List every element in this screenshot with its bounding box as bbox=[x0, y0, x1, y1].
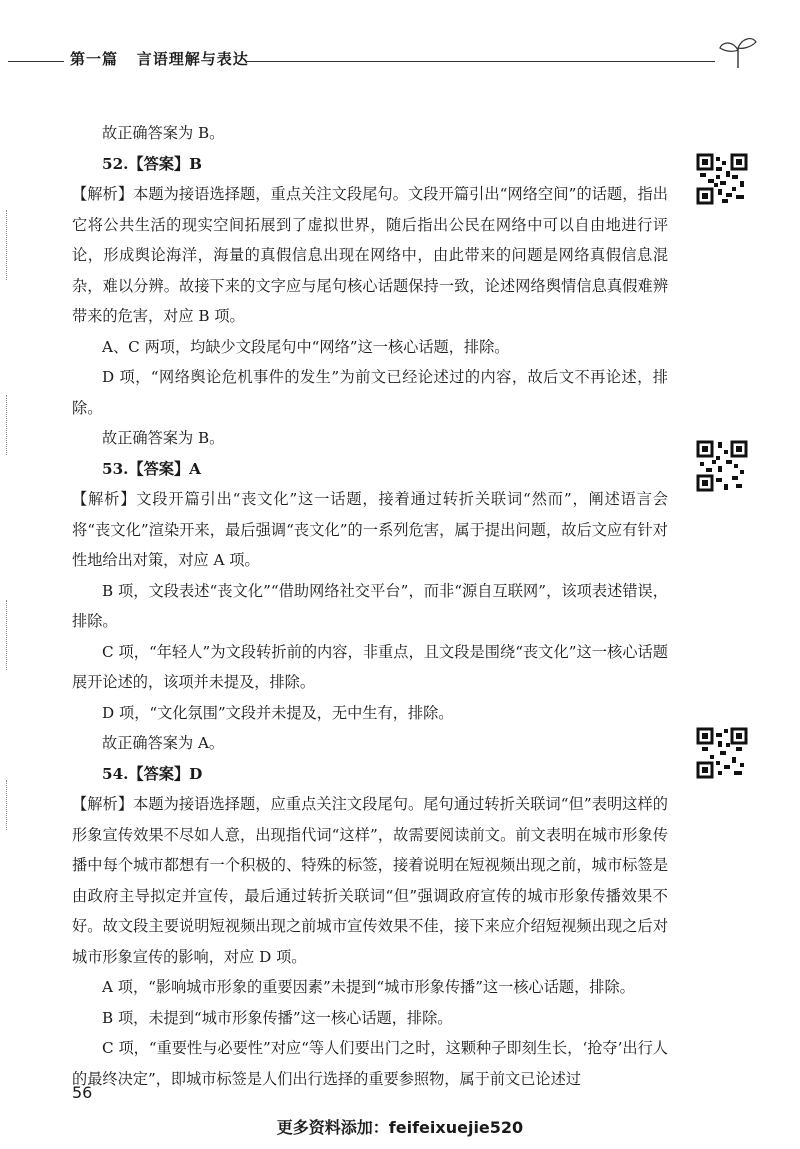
option-note: D 项，“文化氛围”文段并未提及，无中生有，排除。 bbox=[102, 703, 454, 722]
header-section: 第一篇 bbox=[70, 50, 119, 68]
header-rule-right bbox=[245, 61, 715, 62]
conclusion-line: 故正确答案为 B。 bbox=[102, 429, 225, 447]
option-note: A 项，“影响城市形象的重要因素”未提到“城市形象传播”这一核心话题，排除。 bbox=[102, 978, 635, 996]
answer-explanations bbox=[72, 118, 668, 1094]
analysis-paragraph-53: 【解析】文段开篇引出“丧文化”这一话题，接着通过转折关联词“然而”，阐述语言会将“丧文化”渲染开来，最后强调“丧文化”的一系列危害，属于提出问题，故后文应有针对性地给出对策，对应 A 项。 bbox=[72, 490, 668, 569]
analysis-paragraph-54: 【解析】本题为接语选择题，应重点关注文段尾句。尾句通过转折关联词“但”表明这样的形象宣传效果不尽如人意，出现指代词“这样”，故需要阅读前文。前文表明在城市形象传播中每个城市都想有一个积极的、特殊的标签，接着说明在短视频出现之前，城市标签是由政府主导拟定并宣传，最后通过转折关联词“但”强调政府宣传的城市形象传播效果不好。故文段主要说明短视频出现之前城市宣传效果不佳，接下来应介绍短视频出现之后对城市形象宣传的影响，对应 D 项。 bbox=[72, 795, 668, 966]
option-note: B 项，未提到“城市形象传播”这一核心话题，排除。 bbox=[102, 1008, 453, 1027]
conclusion-line: 故正确答案为 A。 bbox=[102, 734, 225, 752]
qr-code-icon[interactable] bbox=[696, 727, 748, 779]
header-rule-left bbox=[8, 61, 64, 62]
qr-code-icon[interactable] bbox=[696, 153, 748, 205]
answer-heading-54: 54.【答案】D bbox=[102, 764, 203, 783]
header-title bbox=[70, 48, 249, 69]
analysis-paragraph-52: 【解析】本题为接语选择题，重点关注文段尾句。文段开篇引出“网络空间”的话题，指出它将公共生活的现实空间拓展到了虚拟世界，随后指出公民在网络中可以自由地进行评论，形成舆论海洋，海量的真假信息出现在网络中，由此带来的问题是网络真假信息混杂，难以分辨。故接下来的文字应与尾句核心话题保持一致，论述网络舆情信息真假难辨带来的危害，对应 B 项。 bbox=[72, 185, 668, 325]
page-header bbox=[0, 34, 800, 74]
margin-marks bbox=[6, 600, 9, 670]
option-note: C 项，“年轻人”为文段转折前的内容，非重点，且文段是围绕“丧文化”这一核心话题展开论述的，该项并未提及，排除。 bbox=[72, 642, 668, 691]
qr-code-icon[interactable] bbox=[696, 440, 748, 492]
page-number: 56 bbox=[72, 1083, 93, 1102]
footer-note: 更多资料添加：feifeixuejie520 bbox=[276, 1118, 524, 1137]
answer-heading-53: 53.【答案】A bbox=[102, 459, 201, 478]
margin-marks bbox=[6, 780, 9, 830]
option-note: B 项，文段表述“丧文化”“借助网络社交平台”，而非“源自互联网”，该项表述错误，排除。 bbox=[72, 581, 668, 630]
option-note: C 项，“重要性与必要性”对应“等人们要出门之时，这颗种子即刻生长，‘抢夺’出行人的最终决定”，即城市标签是人们出行选择的重要参照物，属于前文已论述过 bbox=[72, 1039, 668, 1088]
answer-heading-52: 52.【答案】B bbox=[102, 154, 203, 173]
option-note: A、C 两项，均缺少文段尾句中“网络”这一核心话题，排除。 bbox=[102, 337, 510, 356]
option-note: D 项，“网络舆论危机事件的发生”为前文已经论述过的内容，故后文不再论述，排除。 bbox=[72, 368, 668, 417]
margin-marks bbox=[6, 395, 9, 455]
sprout-icon bbox=[718, 34, 758, 70]
header-chapter: 言语理解与表达 bbox=[136, 50, 249, 68]
conclusion-line: 故正确答案为 B。 bbox=[102, 124, 225, 142]
margin-marks bbox=[6, 210, 9, 280]
